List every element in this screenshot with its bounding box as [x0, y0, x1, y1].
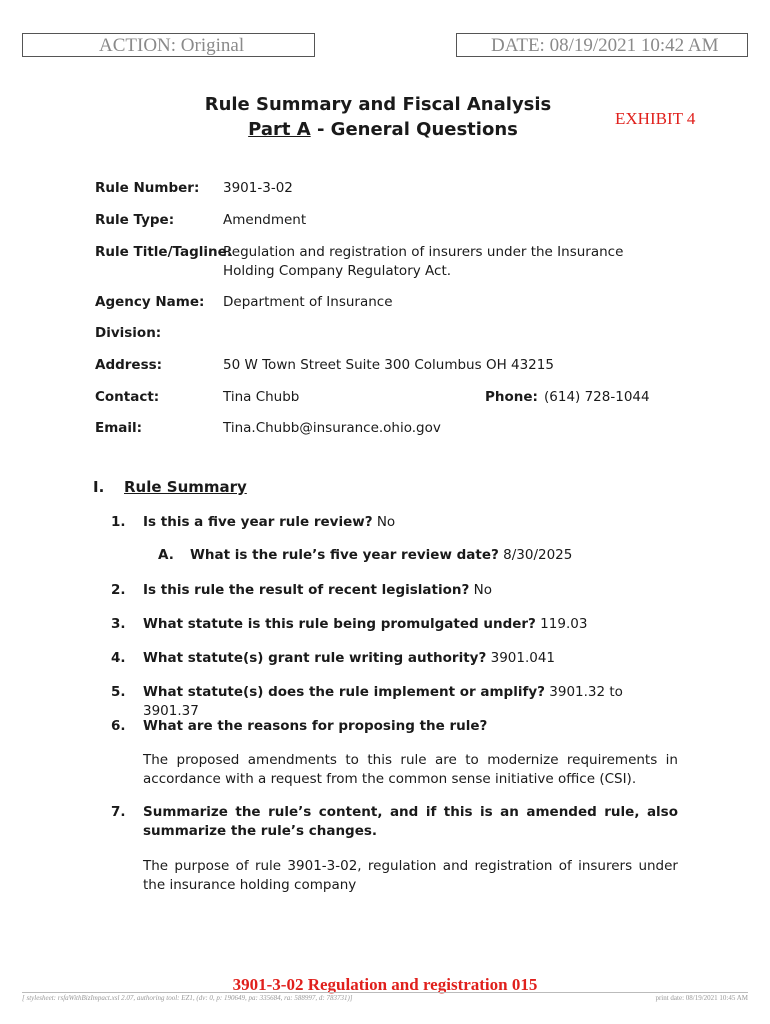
answer-text: 8/30/2025 [498, 547, 573, 563]
rule-title-label: Rule Title/Tagline: [95, 244, 233, 260]
question-number: 2. [111, 582, 126, 598]
question-1 [143, 513, 678, 532]
date-box: DATE: 08/19/2021 10:42 AM [456, 33, 748, 57]
question-number: 6. [111, 718, 126, 734]
question-text: What statute is this rule being promulgated under? [143, 616, 536, 632]
question-text: Is this a five year rule review? [143, 514, 373, 530]
answer-6: The proposed amendments to this rule are to modernize requirements in accordance with a request from the common sense initiative office (CSI). [143, 752, 678, 787]
answer-text: 119.03 [535, 616, 588, 632]
question-number: 1. [111, 514, 126, 530]
section-title: Rule Summary [124, 478, 247, 496]
question-number: 5. [111, 684, 126, 700]
email-value[interactable]: Tina.Chubb@insurance.ohio.gov [223, 420, 441, 436]
agency-label: Agency Name: [95, 294, 205, 310]
email-label: Email: [95, 420, 143, 436]
action-box: ACTION: Original [22, 33, 315, 57]
answer-text: 3901.041 [486, 650, 556, 666]
answer-7: The purpose of rule 3901-3-02, regulation and registration of insurers under the insurance holding company [143, 858, 678, 893]
rule-number-value: 3901-3-02 [223, 180, 293, 196]
rule-number-label: Rule Number: [95, 180, 200, 196]
question-number: A. [158, 547, 174, 563]
question-number: 4. [111, 650, 126, 666]
document-title: Rule Summary and Fiscal Analysis [204, 94, 552, 115]
part-label: Part A [248, 119, 311, 140]
footer-title: 3901-3-02 Regulation and registration 015 [232, 975, 538, 994]
address-value: 50 W Town Street Suite 300 Columbus OH 43215 [223, 357, 554, 373]
question-2 [143, 581, 678, 600]
answer-text: 3901.32 to 3901.37 [143, 684, 623, 719]
question-4 [143, 649, 678, 668]
question-6 [143, 717, 678, 736]
footer-stylesheet-info: [ stylesheet: rsfaWithBizImpact.xsl 2.07, authoring tool: EZ1, (dv: 0, p: 190649, pa: 335684, ra: 588997, d: 783731)] [22, 994, 353, 1002]
part-rest: - General Questions [310, 119, 518, 140]
footer-print-date: print date: 08/19/2021 10:45 AM [655, 994, 748, 1002]
question-text: What are the reasons for proposing the rule? [143, 718, 488, 734]
address-label: Address: [95, 357, 163, 373]
section-number: I. [93, 478, 105, 496]
rule-type-value: Amendment [223, 212, 307, 228]
footer-divider [22, 992, 748, 993]
question-text: Is this rule the result of recent legislation? [143, 582, 470, 598]
agency-value: Department of Insurance [223, 294, 393, 310]
question-text: What is the rule’s five year review date? [190, 547, 499, 563]
phone-label: Phone: [485, 389, 538, 405]
exhibit-label: EXHIBIT 4 [615, 109, 696, 128]
question-text: What statute(s) does the rule implement or amplify? [143, 684, 545, 700]
rule-title-value: Regulation and registration of insurers under the Insurance Holding Company Regulatory Act. [223, 244, 624, 279]
question-7 [143, 803, 678, 841]
question-3 [143, 615, 678, 634]
question-1a [190, 546, 680, 565]
answer-text: No [372, 514, 396, 530]
question-number: 7. [111, 804, 126, 820]
question-number: 3. [111, 616, 126, 632]
phone-value: (614) 728-1044 [544, 389, 650, 405]
division-label: Division: [95, 325, 162, 341]
contact-label: Contact: [95, 389, 160, 405]
question-text: Summarize the rule’s content, and if this is an amended rule, also summarize the rule’s changes. [143, 804, 678, 839]
rule-type-label: Rule Type: [95, 212, 175, 228]
question-5 [143, 683, 678, 721]
contact-value: Tina Chubb [223, 389, 300, 405]
answer-text: No [469, 582, 492, 598]
question-text: What statute(s) grant rule writing authority? [143, 650, 487, 666]
